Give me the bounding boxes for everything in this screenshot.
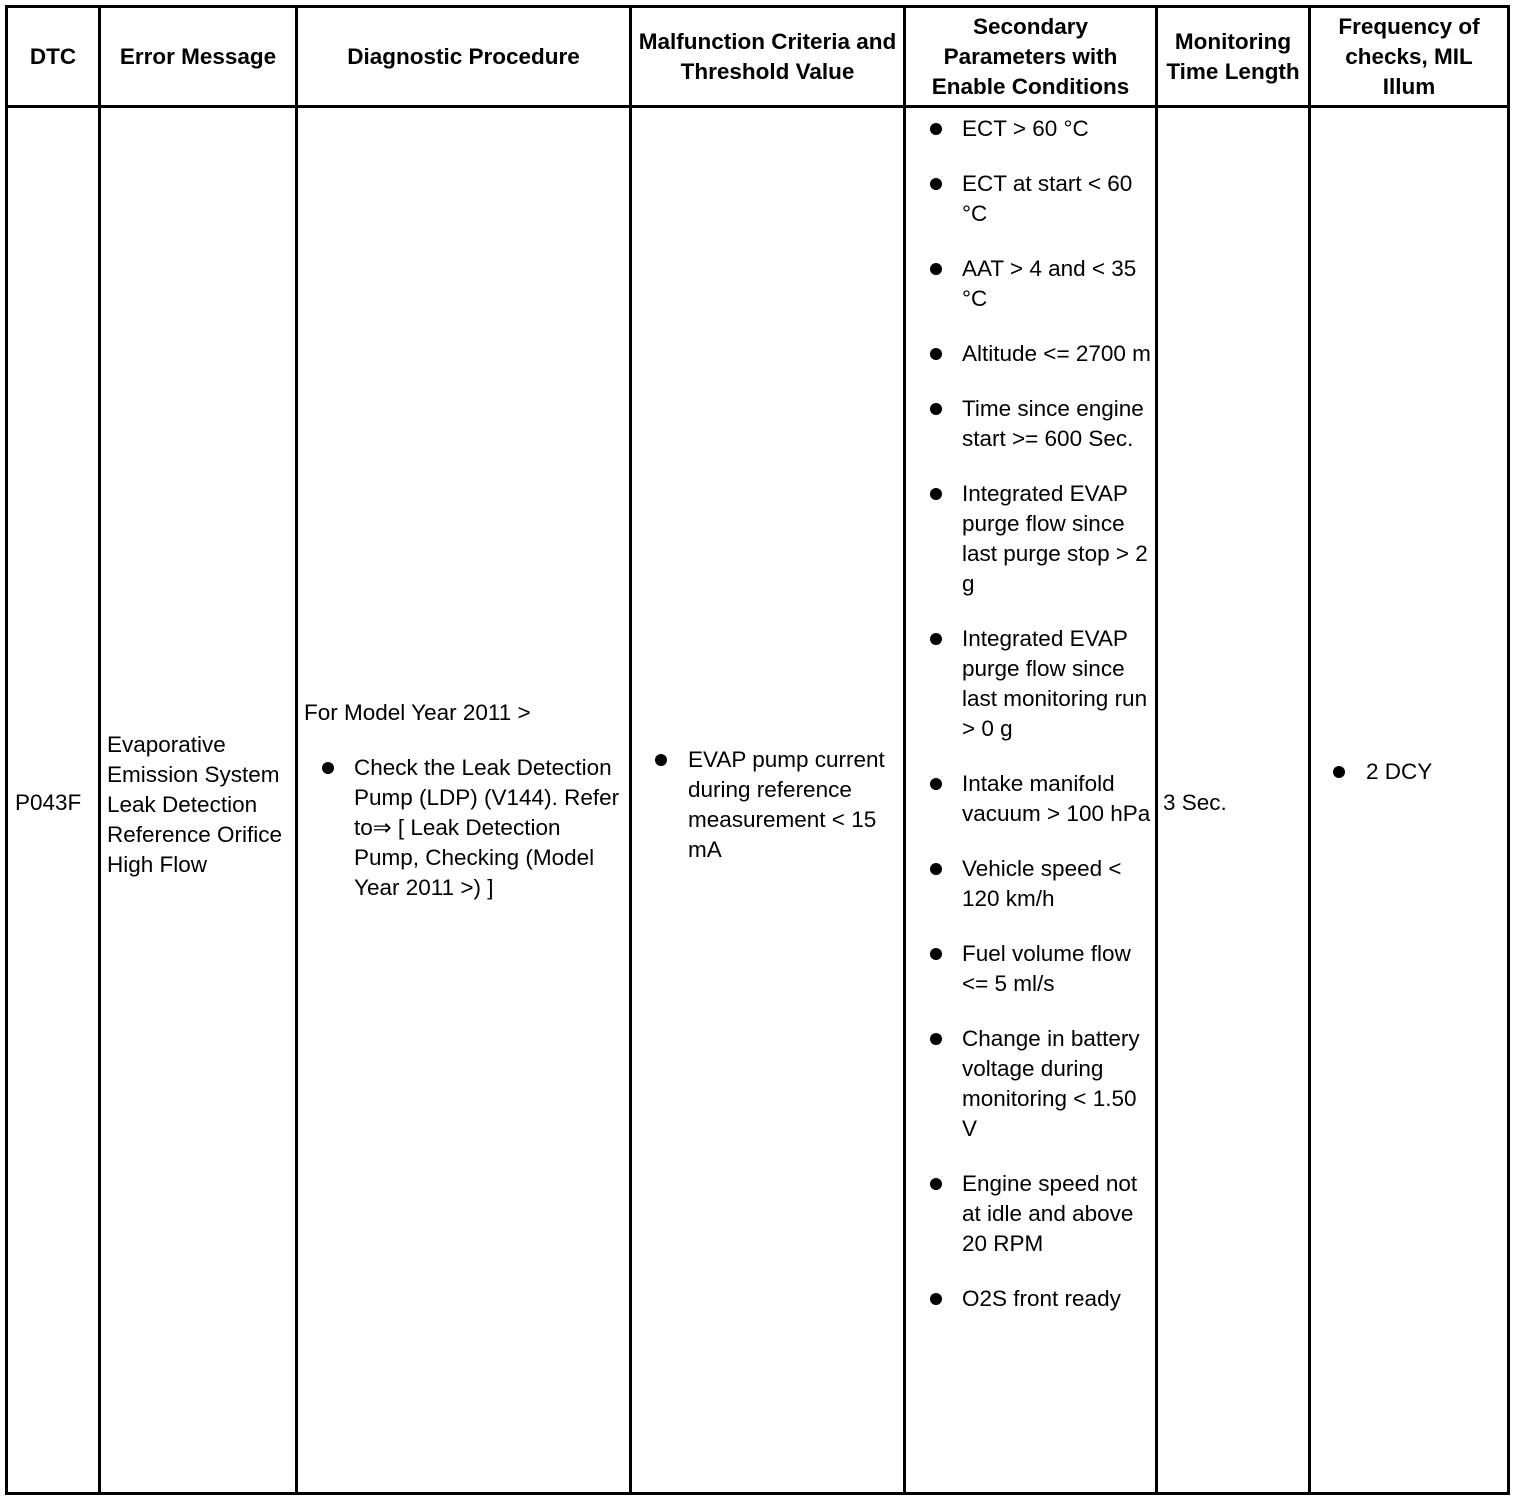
parameter-item: Intake manifold vacuum > 100 hPa [962, 769, 1151, 829]
header-diagnostic-procedure: Diagnostic Procedure [297, 7, 631, 107]
header-malfunction-criteria: Malfunction Criteria and Threshold Value [631, 7, 905, 107]
header-monitoring-time: Monitoring Time Length [1157, 7, 1310, 107]
cell-malfunction-criteria [631, 107, 905, 1494]
parameter-item: Integrated EVAP purge flow since last monitoring run > 0 g [962, 624, 1151, 744]
cell-error-message: Evaporative Emission System Leak Detection Reference Orifice High Flow [100, 107, 297, 1494]
cell-frequency [1310, 107, 1509, 1494]
procedure-intro: For Model Year 2011 > [304, 699, 531, 725]
secondary-parameters-list [906, 108, 1155, 1314]
header-row [7, 7, 1509, 107]
parameter-item: Time since engine start >= 600 Sec. [962, 394, 1151, 454]
parameter-item: Integrated EVAP purge flow since last purge stop > 2 g [962, 479, 1151, 599]
header-secondary-parameters: Secondary Parameters with Enable Conditions [905, 7, 1157, 107]
header-dtc: DTC [7, 7, 100, 107]
frequency-list [1311, 757, 1507, 843]
parameter-item: O2S front ready [962, 1284, 1151, 1314]
parameter-item: ECT at start < 60 °C [962, 169, 1151, 229]
cell-secondary-parameters [905, 107, 1157, 1494]
cell-dtc: P043F [7, 107, 100, 1494]
header-frequency: Frequency of checks, MIL Illum [1310, 7, 1509, 107]
frequency-item: 2 DCY [1366, 757, 1507, 787]
parameter-item: Change in battery voltage during monitoring < 1.50 V [962, 1024, 1151, 1144]
parameter-item: Engine speed not at idle and above 20 RPM [962, 1169, 1151, 1259]
malfunction-list [632, 735, 903, 865]
header-error-message: Error Message [100, 7, 297, 107]
parameter-item: Fuel volume flow <= 5 ml/s [962, 939, 1151, 999]
cell-monitoring-time: 3 Sec. [1157, 107, 1310, 1494]
parameter-item: Altitude <= 2700 m [962, 339, 1151, 369]
parameter-item: Vehicle speed < 120 km/h [962, 854, 1151, 914]
parameter-item: ECT > 60 °C [962, 114, 1151, 144]
table-row [7, 107, 1509, 1494]
malfunction-item: EVAP pump current during reference measurement < 15 mA [688, 745, 903, 865]
parameter-item: AAT > 4 and < 35 °C [962, 254, 1151, 314]
procedure-step: Check the Leak Detection Pump (LDP) (V144). Refer to⇒ [ Leak Detection Pump, Checking (Model Year 2011 >) ] [354, 753, 629, 903]
cell-diagnostic-procedure [297, 107, 631, 1494]
dtc-table [5, 5, 1510, 1495]
procedure-list [304, 753, 629, 903]
